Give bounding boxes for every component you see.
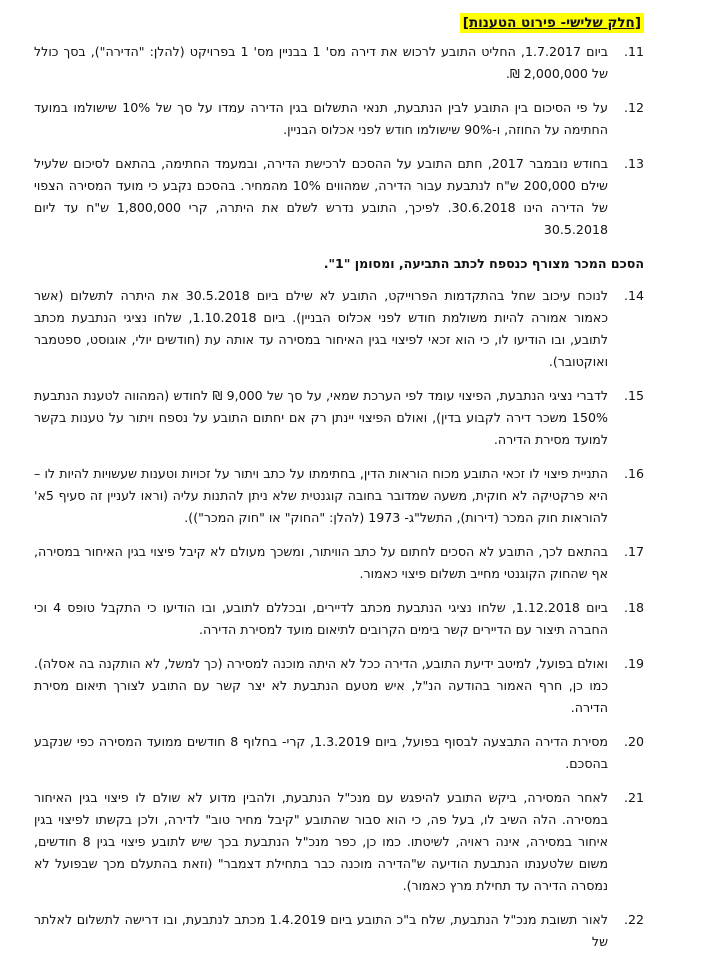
numbered-paragraph bbox=[34, 385, 644, 451]
paragraph-number: 22. bbox=[623, 912, 644, 927]
numbered-paragraph bbox=[34, 597, 644, 641]
paragraph-number: 11. bbox=[623, 44, 644, 59]
paragraph-number: 18. bbox=[623, 600, 644, 615]
paragraph-text: ואולם בפועל, למיטב ידיעת התובע, הדירה ככל לא היתה מוכנה למסירה (כך למשל, לא הותקנה בה אסלה). כמו כן, חרף האמור בהודעה הנ"ל, איש מטעם הנתבעת לא יצר קשר עם התובע לצורך תיאום מסירת הדירה. bbox=[34, 656, 608, 715]
numbered-paragraph bbox=[34, 41, 644, 85]
numbered-paragraph bbox=[34, 541, 644, 585]
section-title-row bbox=[34, 12, 644, 41]
paragraph-text: על פי הסיכום בין התובע לבין הנתבעת, תנאי התשלום בגין הדירה עמדו על סך של 10% שישולמו במועד החתימה על החוזה, ו-90% שישולמו חודש לפני אכלוס הבניין. bbox=[34, 100, 608, 137]
paragraph-number: 21. bbox=[623, 790, 644, 805]
numbered-paragraph bbox=[34, 285, 644, 373]
paragraph-number: 14. bbox=[623, 288, 644, 303]
paragraph-group-1 bbox=[34, 41, 644, 241]
paragraph-number: 15. bbox=[623, 388, 644, 403]
section-title: [חלק שלישי- פירוט הטענות] bbox=[460, 13, 644, 33]
numbered-paragraph bbox=[34, 787, 644, 897]
document-body bbox=[34, 12, 644, 965]
numbered-paragraph bbox=[34, 153, 644, 241]
numbered-paragraph bbox=[34, 731, 644, 775]
paragraph-text: לדברי נציגי הנתבעת, הפיצוי עומד לפי הערכת שמאי, על סך של 9,000 ₪ לחודש (המהווה לטענת הנתבעת 150% משכר דירה לקבוע בדין), ואולם הפיצוי יינתן רק אם יחתום התובע על נספח ויתור על טענות בקשר למועד מסירת הדירה. bbox=[34, 388, 608, 447]
paragraph-number: 20. bbox=[623, 734, 644, 749]
paragraph-text: לאחר המסירה, ביקש התובע להיפגש עם מנכ"ל הנתבעת, ולהבין מדוע לא שולם לו פיצוי בגין האיחור במסירה. הלה השיב לו, בעל פה, כי הוא סבור שהתובע "קיבל מחיר טוב" לדירה, ולכן בקשתו לפיצוי בגין איחור במסירה, אינה ראויה, לשיטתו. כמו כן, כפר מנכ"ל הנתבעת בכך שיש לתובע פיצוי בגין 8 חודשים, משום שלטענתו הנתבעת הודיעה ש"הדירה מוכנה כבר בתחילת דצמבר" (וזאת בהתעלם מכך שבפועל לא נמסרה הדירה עד תחילת מרץ כאמור). bbox=[34, 790, 608, 893]
paragraph-number: 12. bbox=[623, 100, 644, 115]
paragraph-text: לאור תשובת מנכ"ל הנתבעת, שלח ב"כ התובע ביום 1.4.2019 מכתב לנתבעת, ובו דרישה לתשלום לאלתר של bbox=[34, 912, 609, 949]
paragraph-text: בהתאם לכך, התובע לא הסכים לחתום על כתב הוויתור, ומשכך מעולם לא קיבל פיצוי בגין האיחור במסירה, אף שהחוק הקוגנטי מחייב תשלום פיצוי כאמור. bbox=[34, 544, 608, 581]
numbered-paragraph bbox=[34, 909, 644, 953]
paragraph-number: 19. bbox=[623, 656, 644, 671]
numbered-paragraph bbox=[34, 97, 644, 141]
paragraph-text: מסירת הדירה התבצעה לבסוף בפועל, ביום 1.3.2019, קרי- בחלוף 8 חודשים ממועד המסירה כפי שנקבע בהסכם. bbox=[34, 734, 608, 771]
numbered-paragraph bbox=[34, 463, 644, 529]
paragraph-number: 13. bbox=[623, 156, 644, 171]
paragraph-text: בחודש נובמבר 2017, חתם התובע על ההסכם לרכישת הדירה, ובמעמד החתימה, בהתאם לסיכום שלעיל שילם 200,000 ש"ח לנתבעת עבור הדירה, שמהווים 10% מהמחיר. בהסכם נקבע כי מועד המסירה הצפוי של הדירה הינו 30.6.2018. לפיכך, התובע נדרש לשלם את היתרה, קרי 1,800,000 ש"ח עד ליום 30.5.2018 bbox=[34, 156, 608, 237]
paragraph-number: 17. bbox=[623, 544, 644, 559]
appendix-note: הסכם המכר מצורף כנספח לכתב התביעה, ומסומן "1". bbox=[323, 256, 644, 271]
paragraph-text: לנוכח עיכוב שחל בהתקדמות הפרוייקט, התובע לא שילם ביום 30.5.2018 את היתרה לתשלום (אשר כאמור אמורה להיות משולמת חודש לפני אכלוס הבניין). ביום 1.10.2018, שלחו נציגי הנתבעת מכתב לתובע, ובו הודיעו לו, כי הוא זכאי לפיצוי בגין האיחור במסירה עד אותה עת (חודשים יולי, אוגוסט, ספטמבר ואוקטובר). bbox=[34, 288, 608, 369]
paragraph-text: ביום 1.7.2017, החליט התובע לרכוש את דירה מס' 1 בבניין מס' 1 בפרויקט (להלן: "הדירה"), בסך כולל של 2,000,000 ₪. bbox=[34, 44, 608, 81]
paragraph-group-2 bbox=[34, 285, 644, 953]
paragraph-text: ביום 1.12.2018, שלחו נציגי הנתבעת מכתב לדיירים, ובכללם לתובע, ובו הודיעו כי התקבל טופס 4 וכי החברה תיצור עם הדיירים קשר בימים הקרובים לתיאום מועד למסירת הדירה. bbox=[34, 600, 608, 637]
paragraph-text: התניית פיצוי לו זכאי התובע מכוח הוראות הדין, בחתימתו על כתב ויתור על זכויות וטענות שעשויות להיות לו – היא פרקטיקה לא חוקית, משעה שמדובר בחובה קוגנטית שלא ניתן להתנות עליה (וראו לעניין זה סעיף 5א' להוראות חוק המכר (דירות), התשל"ג- 1973 (להלן: "החוק" או "חוק המכר")). bbox=[34, 466, 608, 525]
numbered-paragraph bbox=[34, 653, 644, 719]
paragraph-number: 16. bbox=[623, 466, 644, 481]
